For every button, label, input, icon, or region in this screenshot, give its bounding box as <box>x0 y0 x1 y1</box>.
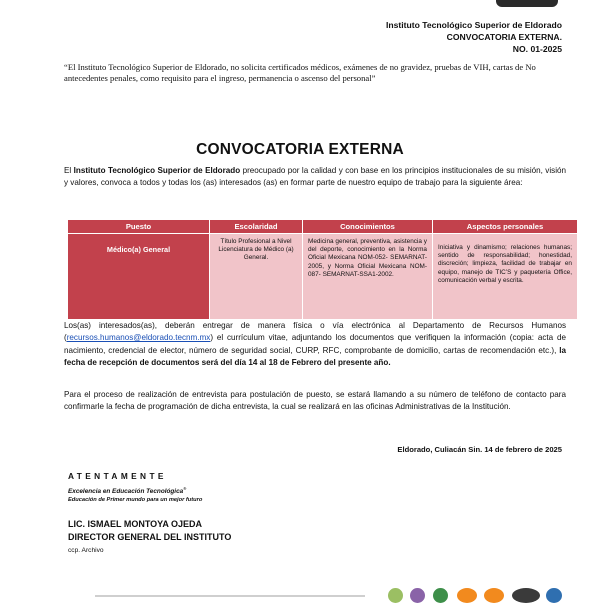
cell-conocimientos: Medicina general, preventiva, asistencia y del deporte, conocimiento en la Norma Oficial Mexicana NOM-052- SEMARNAT-2005, y Norma Oficial Mexicana NOM-087- SEMARNAT-SSA1-2002. <box>303 234 433 320</box>
interview-paragraph: Para el proceso de realización de entrevista para postulación de puesto, se estará llamando a su número de teléfono de contacto para confirmarle la fecha de programación de dicha entrevista, la cual se realizará en las oficinas Administrativas de la Institución. <box>64 390 566 412</box>
table-row <box>68 234 578 320</box>
logo-icon <box>410 588 425 603</box>
header-escolaridad: Escolaridad <box>210 220 303 234</box>
logo-icon <box>433 588 448 603</box>
intro-institution: Instituto Tecnológico Superior de Eldorado <box>73 166 241 175</box>
signer-role: DIRECTOR GENERAL DEL INSTITUTO <box>68 532 232 542</box>
legal-notice: “El Instituto Tecnológico Superior de Eldorado, no solicita certificados médicos, exámenes de no gravidez, pruebas de VIH, cartas de No antecedentes penales, como requisito para el ingreso, permanencia o ascenso del personal” <box>64 62 536 83</box>
signer-name: LIC. ISMAEL MONTOYA OJEDA <box>68 519 203 529</box>
page-title: CONVOCATORIA EXTERNA <box>196 141 404 158</box>
closing-atentamente: ATENTAMENTE <box>68 471 167 481</box>
requirements-table <box>67 219 578 320</box>
header-logo-fragment <box>496 0 558 7</box>
logo-icon <box>484 588 504 603</box>
header-doc-number: NO. 01-2025 <box>512 44 562 54</box>
place-date: Eldorado, Culiacán Sin. 14 de febrero de 2025 <box>397 445 562 454</box>
email-link[interactable]: recursos.humanos@eldorado.tecnm.mx <box>66 333 211 343</box>
cell-puesto: Médico(a) General <box>68 234 210 320</box>
table-header-row <box>68 220 578 234</box>
header-aspectos: Aspectos personales <box>433 220 578 234</box>
logo-icon <box>457 588 477 603</box>
motto-primary: Excelencia en Educación Tecnológica® <box>68 486 187 496</box>
logo-icon <box>546 588 562 603</box>
reception-dates: la fecha de recepción de documentos será del día 14 al 18 de Febrero del presente año. <box>64 345 566 367</box>
header-institution: Instituto Tecnológico Superior de Eldorado <box>385 20 562 30</box>
submission-paragraph: Los(as) interesados(as), deberán entregar de manera física o vía electrónica al Departamento de Recursos Humanos (recursos.humanos@eldorado.tecnm.mx) el currículum vitae, adjuntando los documentos que verifiquen la información (copia: acta de nacimiento, credencial de elector, número de seguridad social, CURP, RFC, comprobante de domicilio, cartas de recomendación etc.), la fecha de recepción de documentos será del día 14 al 18 de Febrero del presente año. <box>64 321 566 367</box>
motto-secondary: Educación de Primer mundo para un mejor futuro <box>68 497 203 503</box>
header-puesto: Puesto <box>68 220 210 234</box>
ccp-note: ccp. Archivo <box>68 547 104 554</box>
cell-aspectos: Iniciativa y dinamismo; relaciones humanas; sentido de responsabilidad; honestidad, discreción; limpieza, facilidad de trabajar en equipo, manejo de TIC’S y paquetería Office, comunicación verbal y escrita. <box>433 234 578 320</box>
footer-address-line <box>95 595 365 597</box>
cell-escolaridad: Título Profesional a Nivel Licenciatura de Médico (a) General. <box>210 234 303 320</box>
logo-icon <box>512 588 540 603</box>
footer-logos <box>0 588 600 600</box>
logo-icon <box>388 588 403 603</box>
intro-paragraph: El Instituto Tecnológico Superior de Eldorado preocupado por la calidad y con base en los principios institucionales de su misión, visión y valores, convoca a todos y todas los (as) interesados (as) en formar parte de nuestro equipo de trabajo para la siguiente área: <box>64 166 566 187</box>
header-doc-type: CONVOCATORIA EXTERNA. <box>446 32 562 42</box>
header-conocimientos: Conocimientos <box>303 220 433 234</box>
